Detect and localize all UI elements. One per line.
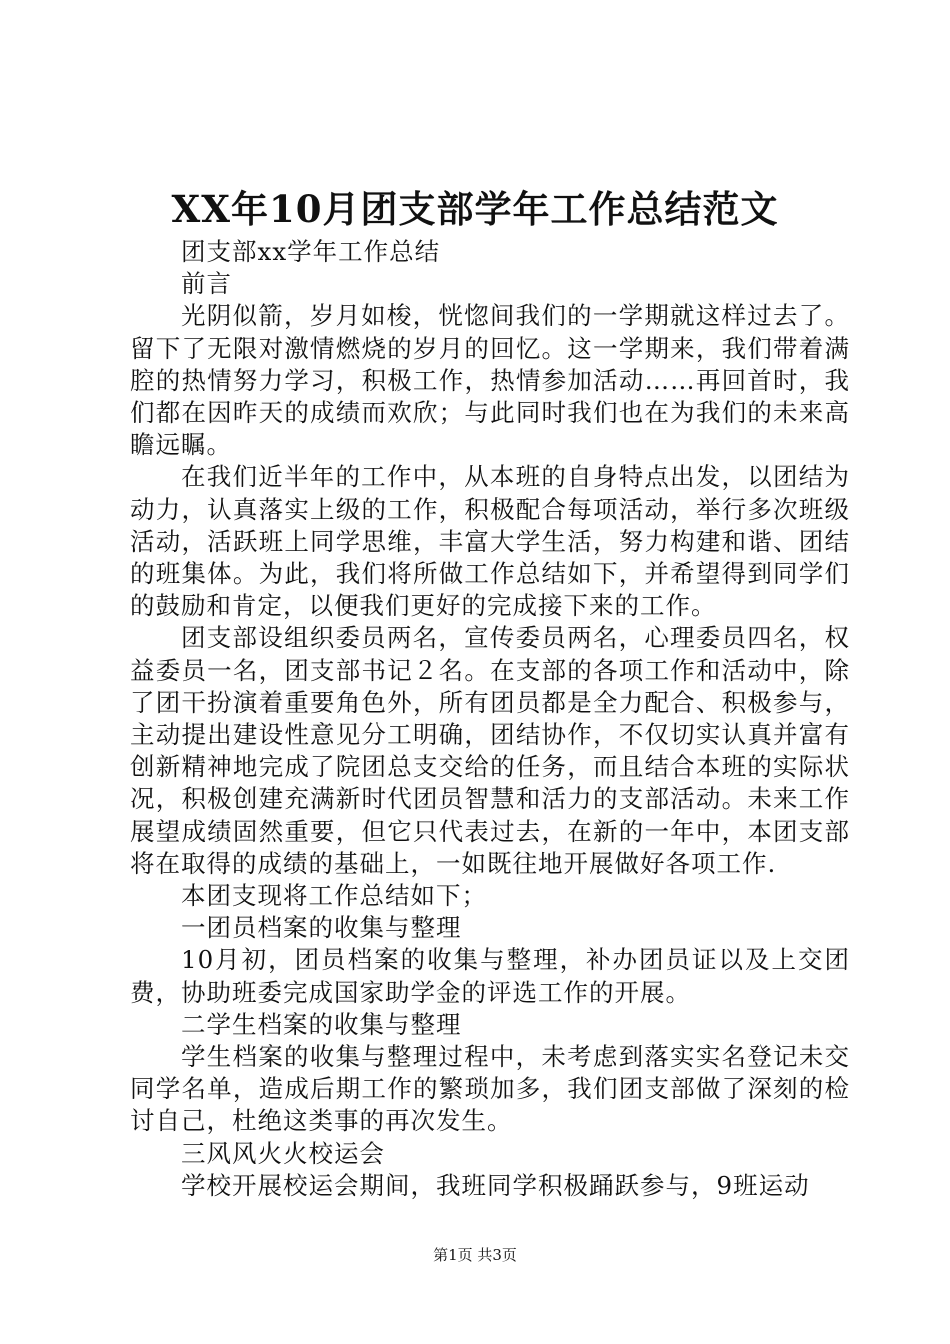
- section-heading-2: 二学生档案的收集与整理: [181, 1009, 462, 1039]
- paragraph-work-overview: 在我们近半年的工作中，从本班的自身特点出发，以团结为动力，认真落实上级的工作，积极配合每项活动，举行多次班级活动，活跃班上同学思维，丰富大学生活，努力构建和谐、团结的班集体。为此，我们将所做工作总结如下，并希望得到同学们的鼓励和肯定，以便我们更好的完成接下来的工作。: [130, 462, 850, 621]
- document-title: XX年10月团支部学年工作总结范文: [171, 187, 779, 231]
- paragraph-section-1: 10月初，团员档案的收集与整理，补办团员证以及上交团费，协助班委完成国家助学金的评选工作的开展。: [130, 945, 850, 1007]
- paragraph-preface: 光阴似箭，岁月如梭，恍惚间我们的一学期就这样过去了。留下了无限对激情燃烧的岁月的回忆。这一学期来，我们带着满腔的热情努力学习，积极工作，热情参加活动……再回首时，我们都在因昨天的成绩而欢欣；与此同时我们也在为我们的未来高瞻远瞩。: [130, 301, 850, 460]
- document-body: [130, 236, 850, 1202]
- paragraph-section-3: 学校开展校运会期间，我班同学积极踊跃参与，9班运动: [181, 1170, 810, 1200]
- paragraph-preface-heading: 前言: [181, 269, 232, 299]
- paragraph-branch-structure: 团支部设组织委员两名，宣传委员两名，心理委员四名，权益委员一名，团支部书记２名。在支部的各项工作和活动中，除了团干扮演着重要角色外，所有团员都是全力配合、积极参与，主动提出建设性意见分工明确，团结协作，不仅切实认真并富有创新精神地完成了院团总支交给的任务，而且结合本班的实际状况，积极创建充满新时代团员智慧和活力的支部活动。未来工作展望成绩固然重要，但它只代表过去，在新的一年中，本团支部将在取得的成绩的基础上，一如既往地开展做好各项工作.: [130, 623, 850, 878]
- section-heading-3: 三风风火火校运会: [181, 1138, 385, 1168]
- paragraph-section-2: 学生档案的收集与整理过程中，未考虑到落实实名登记未交同学名单，造成后期工作的繁琐加多，我们团支部做了深刻的检讨自己，杜绝这类事的再次发生。: [130, 1042, 850, 1136]
- paragraph-subtitle: 团支部xx学年工作总结: [181, 237, 441, 266]
- paragraph-summary-intro: 本团支现将工作总结如下；: [181, 881, 487, 911]
- page-number-footer: 第1页 共3页: [433, 1246, 517, 1264]
- section-heading-1: 一团员档案的收集与整理: [181, 913, 462, 943]
